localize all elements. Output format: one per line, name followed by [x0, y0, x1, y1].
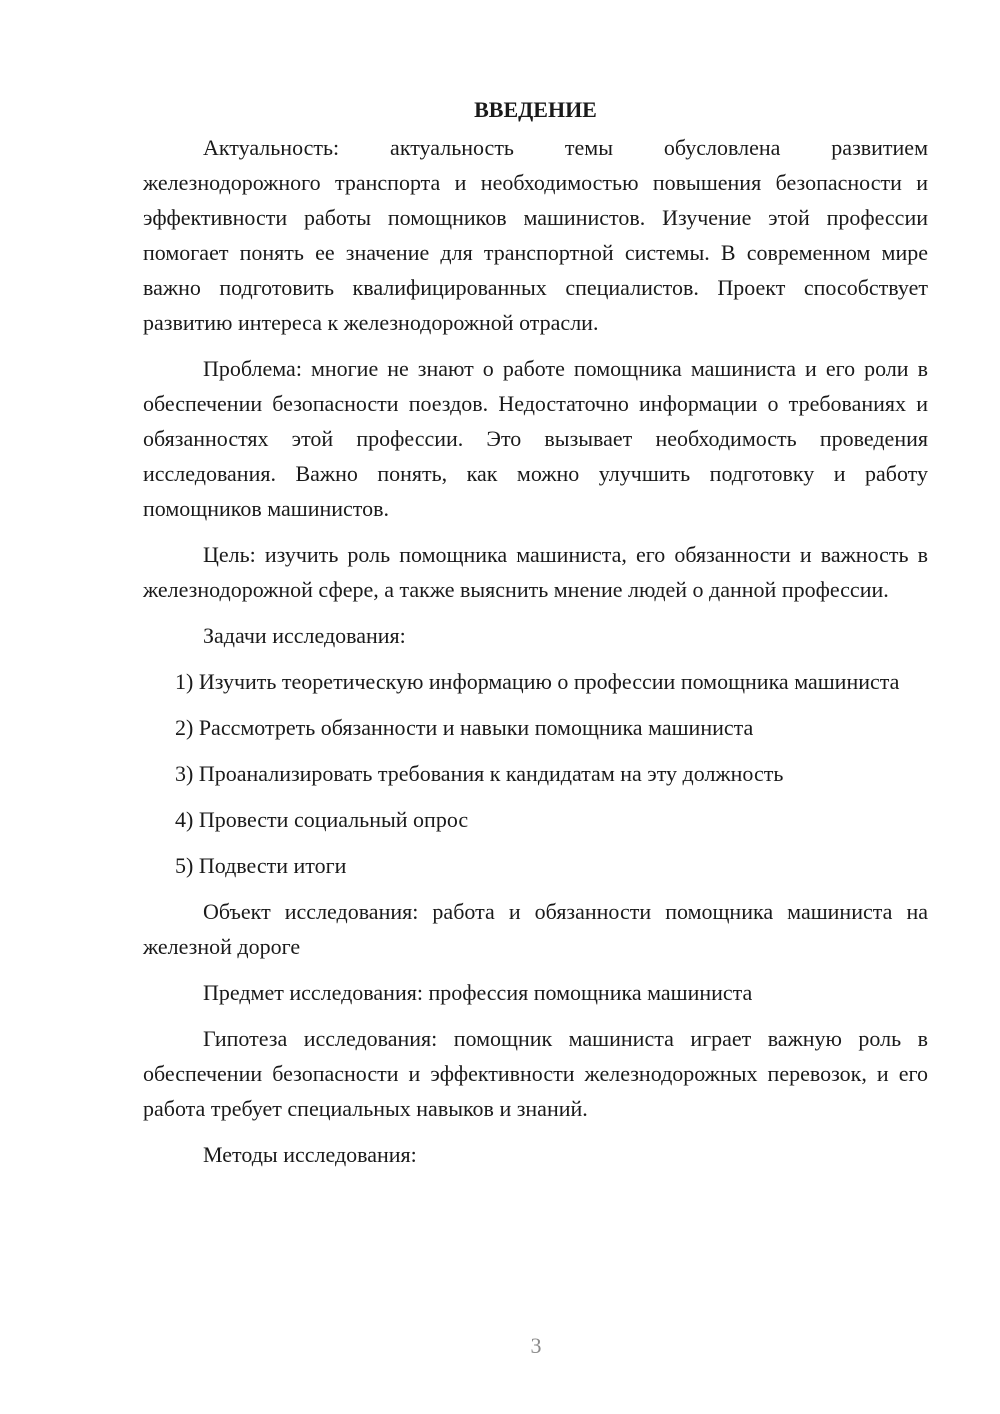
page-content: [143, 95, 928, 1183]
task-item-2: 2) Рассмотреть обязанности и навыки помощника машиниста: [175, 715, 754, 740]
section-heading: ВВЕДЕНИЕ: [474, 97, 597, 122]
page-number: 3: [530, 1333, 542, 1358]
task-item-1: 1) Изучить теоретическую информацию о профессии помощника машиниста: [175, 669, 900, 694]
hypothesis-paragraph: Гипотеза исследования: помощник машиниста играет важную роль в обеспечении безопасности и эффективности железнодорожных перевозок, и его работа требует специальных навыков и знаний.: [143, 1026, 928, 1121]
tasks-title: Задачи исследования:: [203, 623, 406, 648]
subject-paragraph: Предмет исследования: профессия помощника машиниста: [203, 980, 753, 1005]
goal-paragraph: Цель: изучить роль помощника машиниста, его обязанности и важность в железнодорожной сфере, а также выяснить мнение людей о данной профессии.: [143, 542, 928, 602]
task-item-5: 5) Подвести итоги: [175, 853, 347, 878]
methods-title: Методы исследования:: [203, 1142, 417, 1167]
problem-paragraph: Проблема: многие не знают о работе помощника машиниста и его роли в обеспечении безопасности поездов. Недостаточно информации о требованиях и обязанностях этой профессии. Это вызывает необходимость проведения исследования. Важно понять, как можно улучшить подготовку и работу помощников машинистов.: [143, 356, 928, 521]
object-paragraph: Объект исследования: работа и обязанности помощника машиниста на железной дороге: [143, 899, 928, 959]
task-item-3: 3) Проанализировать требования к кандидатам на эту должность: [175, 761, 784, 786]
task-item-4: 4) Провести социальный опрос: [175, 807, 469, 832]
relevance-paragraph: Актуальность: актуальность темы обусловлена развитием железнодорожного транспорта и необходимостью повышения безопасности и эффективности работы помощников машинистов. Изучение этой профессии помогает понять ее значение для транспортной системы. В современном мире важно подготовить квалифицированных специалистов. Проект способствует развитию интереса к железнодорожной отрасли.: [143, 135, 928, 335]
